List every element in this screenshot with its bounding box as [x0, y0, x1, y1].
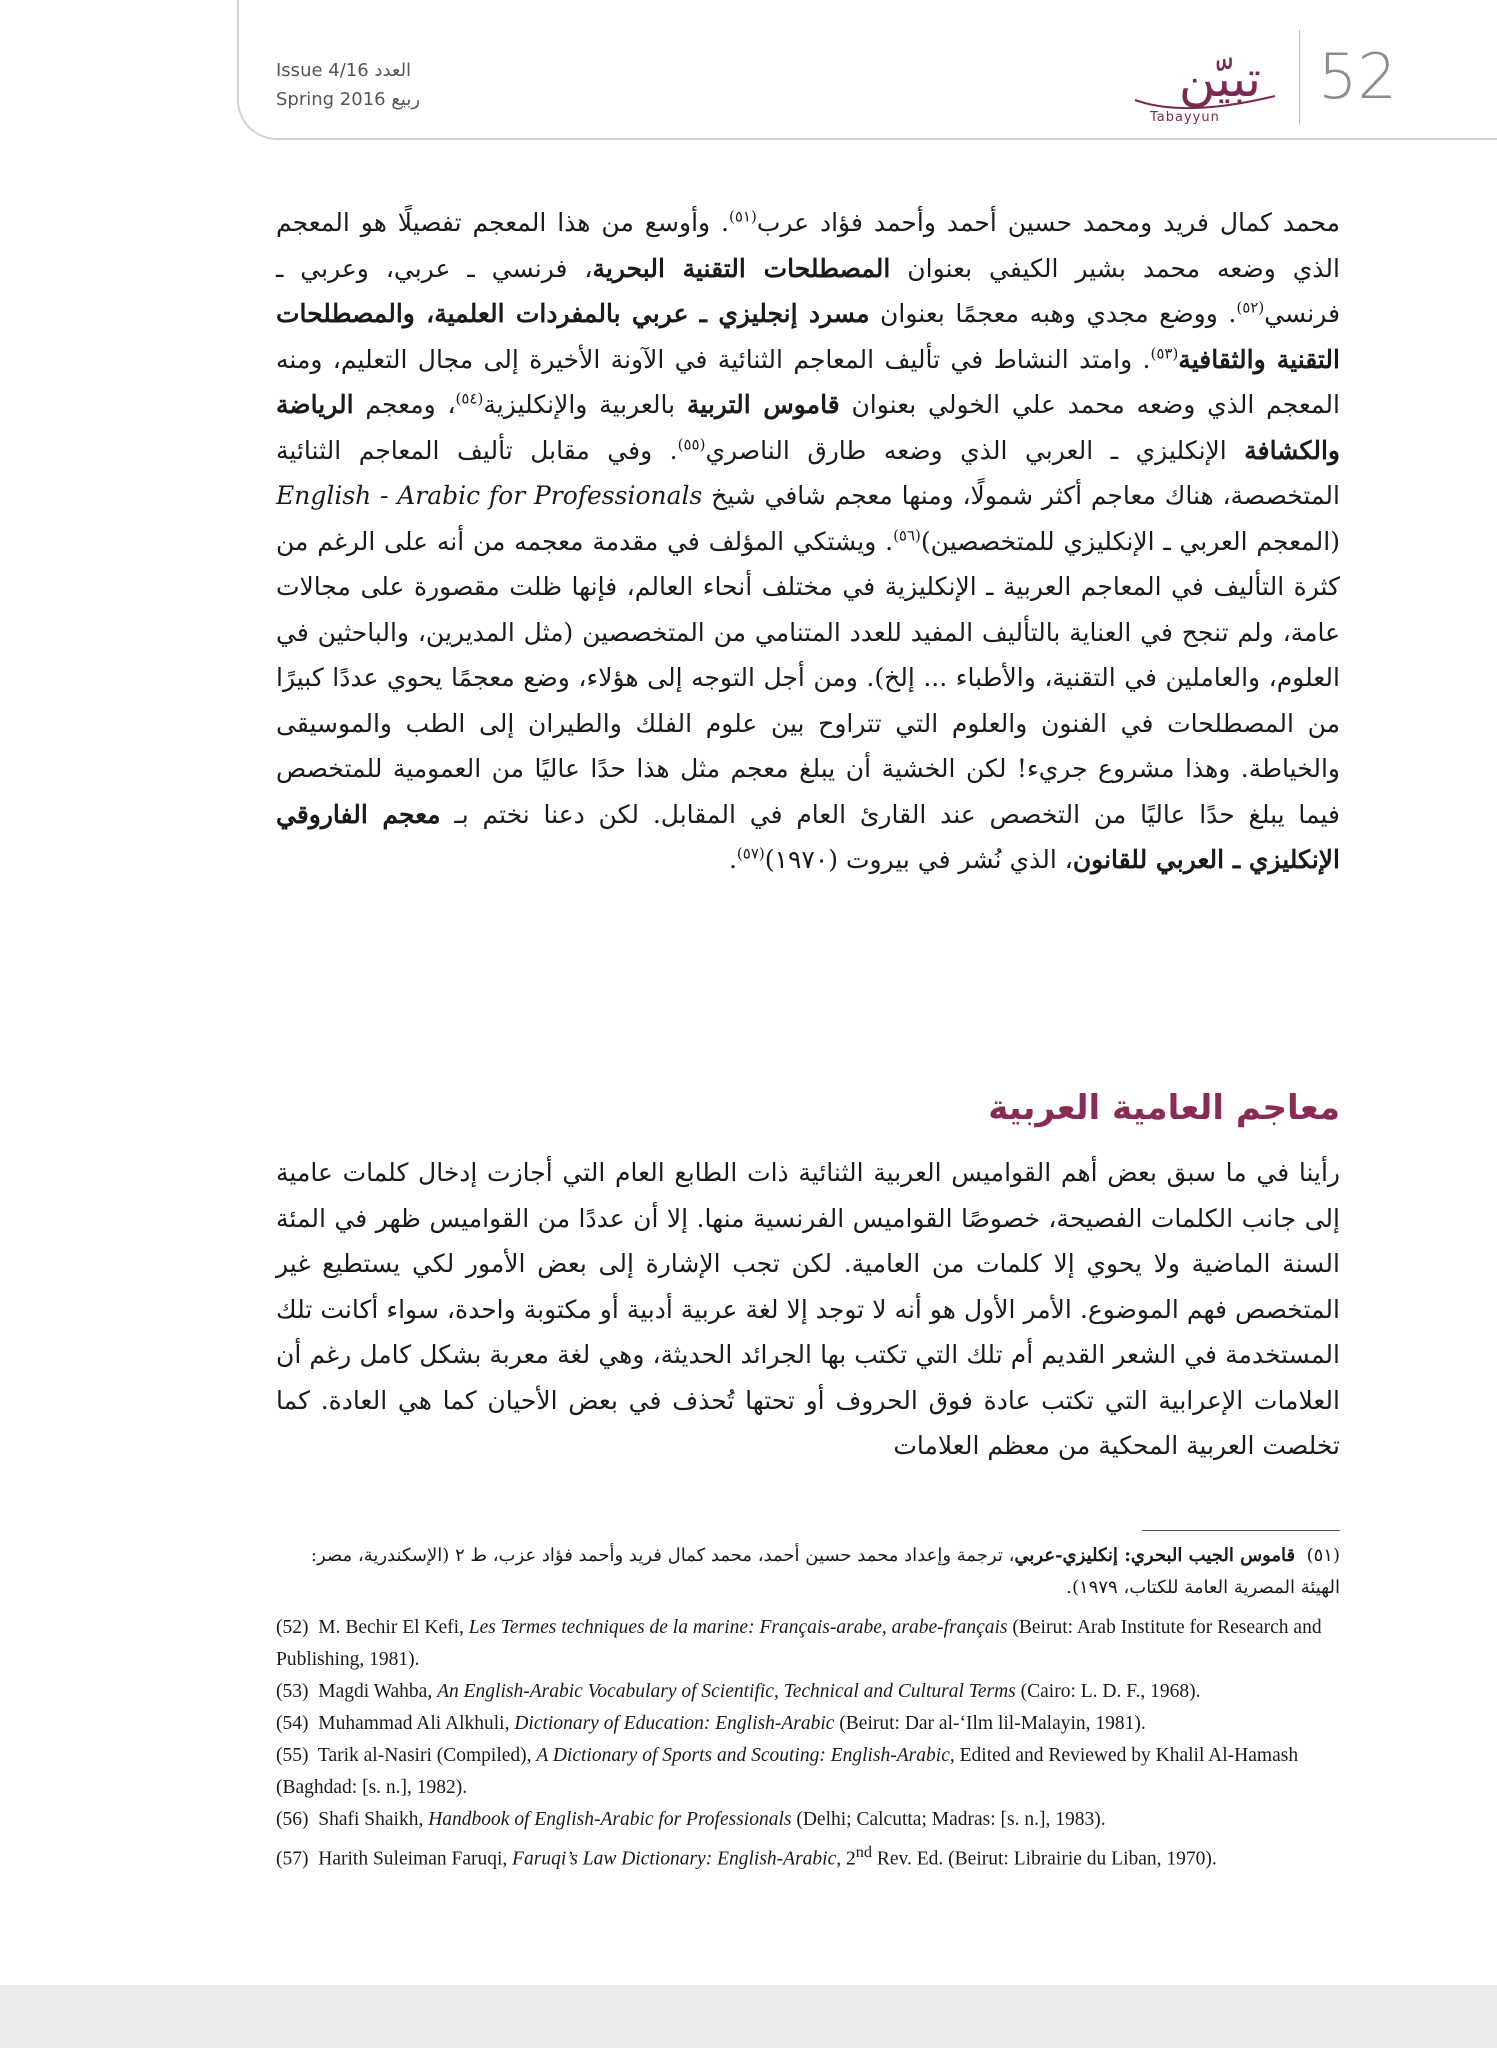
- footnote-55: (55) Tarik al-Nasiri (Compiled), A Dictionary of Sports and Scouting: English-Arabic, Edited and Reviewed by Khalil Al-Hamash (Baghdad: [s. n.], 1982).: [276, 1745, 1299, 1798]
- logo-arabic-text: تبيّن: [1178, 50, 1262, 108]
- footnote-rule: [1142, 1530, 1340, 1531]
- body-paragraph-1: محمد كمال فريد ومحمد حسين أحمد وأحمد فؤاد عرب$^{(٥١)}$. وأوسع من هذا المعجم تفصيلًا هو المعجم الذي وضعه محمد بشير الكيفي بعنوان المصطلحات التقنية البحرية، فرنسي ـ عربي، وعربي ـ فرنسي$^{(٥٢)}$. ووضع مجدي وهبه معجمًا بعنوان مسرد إنجليزي ـ عربي بالمفردات العلمية، والمصطلحات التقنية والثقافية$^{(٥٣)}$. وامتد النشاط في تأليف المعاجم الثنائية في الآونة الأخيرة إلى مجال التعليم، ومنه المعجم الذي وضعه محمد علي الخولي بعنوان قاموس التربية بالعربية والإنكليزية$^{(٥٤)}$، ومعجم الرياضة والكشافة الإنكليزي ـ العربي الذي وضعه طارق الناصري$^{(٥٥)}$. وفي مقابل تأليف المعاجم الثنائية المتخصصة، هناك معاجم أكثر شمولًا، ومنها معجم شافي شيخ English - Arabic for Professionals (المعجم العربي ـ الإنكليزي للمتخصصين)$^{(٥٦)}$. ويشتكي المؤلف في مقدمة معجمه من أنه على الرغم من كثرة التأليف في المعاجم العربية ـ الإنكليزية في مختلف أنحاء العالم، فإنها ظلت مقصورة على مجالات عامة، ولم تنجح في العناية بالتأليف المفيد للعدد المتنامي من المتخصصين (مثل المديرين، والباحثين في العلوم، والعاملين في التقنية، والأطباء ... إلخ). ومن أجل التوجه إلى هؤلاء، وضع معجمًا يحوي عددًا كبيرًا من المصطلحات في الفنون والعلوم التي تتراوح بين علوم الفلك والطيران إلى الطب والموسيقى والخياطة. وهذا مشروع جريء! لكن الخشية أن يبلغ معجم مثل هذا حدًا عاليًا من العمومية للمتخصص فيما يبلغ حدًا عاليًا من التخصص عند القارئ العام في المقابل. لكن دعنا نختم بـ معجم الفاروقي الإنكليزي ـ العربي للقانون، الذي نُشر في بيروت (١٩٧٠)$^{(٥٧)}$.: [276, 207, 1341, 874]
- header-divider: [1299, 30, 1300, 125]
- footnote-56: (56) Shafi Shaikh, Handbook of English-Arabic for Professionals (Delhi; Calcutta; Madras: [s. n.], 1983).: [276, 1809, 1106, 1830]
- issue-label: Issue 4/16 العدد: [276, 60, 412, 81]
- footnote-ref-52[interactable]: (٥٢): [1236, 298, 1265, 317]
- footnote-53: (53) Magdi Wahba, An English-Arabic Vocabulary of Scientific, Technical and Cultural Terms (Cairo: L. D. F., 1968).: [276, 1681, 1201, 1702]
- footnote-ref-55[interactable]: (٥٥): [677, 435, 706, 454]
- footnotes-latin: [276, 1612, 1340, 1876]
- footnote-52: (52) M. Bechir El Kefi, Les Termes techniques de la marine: Français-arabe, arabe-français (Beirut: Arab Institute for Research and Publishing, 1981).: [276, 1617, 1322, 1670]
- footnote-ref-51[interactable]: (٥١): [728, 207, 757, 226]
- season-label: Spring 2016 ربيع: [276, 89, 421, 110]
- body-paragraph-2: رأينا في ما سبق بعض أهم القواميس العربية الثنائية ذات الطابع العام التي أجازت إدخال كلمات عامية إلى جانب الكلمات الفصيحة، خصوصًا القواميس الفرنسية منها. إلا أن عددًا من القواميس ظهر في المئة السنة الماضية ولا يحوي إلا كلمات من العامية. لكن تجب الإشارة إلى بعض الأمور لكي يستطيع غير المتخصص فهم الموضوع. الأمر الأول هو أنه لا توجد إلا لغة عربية أدبية أو مكتوبة واحدة، سواء أكانت تلك المستخدمة في الشعر القديم أم تلك التي تكتب بها الجرائد الحديثة، وهي لغة معربة بشكل كامل رغم أن العلامات الإعرابية التي تكتب عادة فوق الحروف أو تحتها تُحذف في بعض الأحيان كما هي العادة. كما تخلصت العربية المحكية من معظم العلامات: [276, 1158, 1340, 1460]
- footer-band: [0, 1985, 1497, 2048]
- footnote-ref-57[interactable]: (٥٧): [736, 844, 765, 863]
- logo-latin-text: Tabayyun: [1150, 110, 1220, 125]
- footnote-51: (٥١) قاموس الجيب البحري: إنكليزي-عربي، ترجمة وإعداد محمد حسين أحمد، محمد كمال فريد وأحمد فؤاد عزب، ط ٢ (الإسكندرية، مصر: الهيئة المصرية العامة للكتاب، ١٩٧٩).: [310, 1545, 1340, 1598]
- issue-info: [276, 56, 420, 114]
- footnote-ref-53[interactable]: (٥٣): [1150, 344, 1179, 363]
- footnote-54: (54) Muhammad Ali Alkhuli, Dictionary of Education: English-Arabic (Beirut: Dar al-‘Ilm lil-Malayin, 1981).: [276, 1713, 1146, 1734]
- section-heading: معاجم العامية العربية: [988, 1088, 1340, 1128]
- footnote-57: (57) Harith Suleiman Faruqi, Faruqi’s Law Dictionary: English-Arabic, 2nd Rev. Ed. (Beirut: Librairie du Liban, 1970).: [276, 1843, 1217, 1870]
- header-card: [237, 0, 1497, 140]
- page-number: 52: [1318, 40, 1397, 113]
- footnote-ref-54[interactable]: (٥٤): [455, 389, 484, 408]
- footnote-ref-56[interactable]: (٥٦): [893, 526, 921, 545]
